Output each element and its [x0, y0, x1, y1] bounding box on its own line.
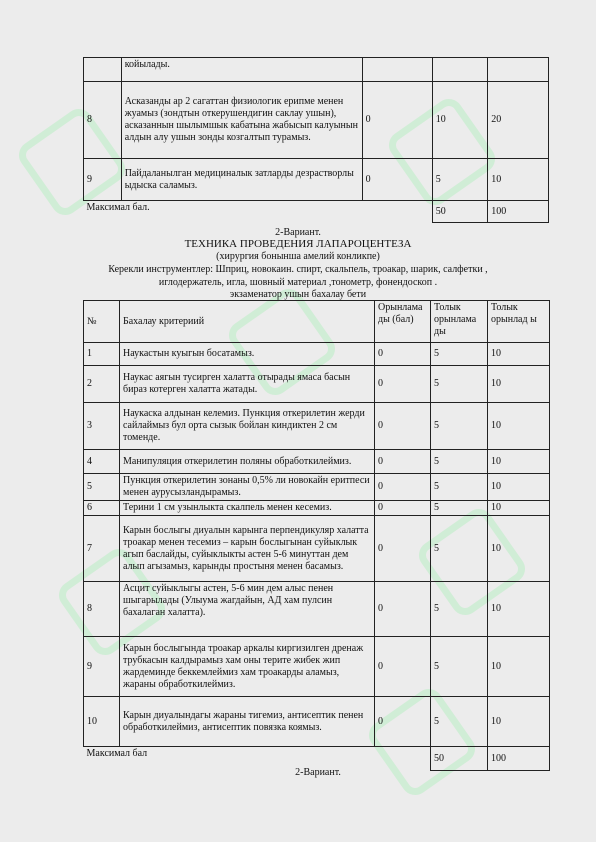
score-none: 0 [362, 82, 432, 159]
score-partial: 5 [431, 450, 488, 474]
header-score-partial: Толык орынлама ды [431, 301, 488, 343]
row-number: 7 [84, 516, 120, 582]
instruments-line-1: Керекли инструментлер: Шприц, новокаин. спирт, скальпель, троакар, шарик, салфетки , [108, 264, 488, 275]
criterion-text: Карын диуалындагы жараны тигемиз, антисептик пенен обработкилеймиз, антисептик повязка коямыз. [120, 697, 375, 747]
row-number: 3 [84, 403, 120, 450]
table-row [84, 58, 549, 82]
score-none: 0 [375, 697, 431, 747]
score-none: 0 [375, 474, 431, 501]
row-number: 6 [84, 501, 120, 516]
score-full: 10 [488, 403, 550, 450]
score-full: 10 [488, 450, 550, 474]
score-partial: 5 [432, 159, 488, 201]
score-none: 0 [375, 582, 431, 637]
row-number: 10 [84, 697, 120, 747]
criterion-text: Наукас аягын тусирген халатта отырады ямаса басын бираз котерген халатта жатады. [120, 366, 375, 403]
score-full: 10 [488, 637, 550, 697]
criterion-text: Карын бослыгы диуалын карынга перпендикуляр халатта троакар менен тесемиз – карын бослыгынан суйыклык агып баслайды, суйыклыкты астен 5-6 минуттан дем алып агызамыз, карынды простыня менен басамыз. [120, 516, 375, 582]
score-partial: 10 [432, 82, 488, 159]
table-row [84, 516, 550, 582]
table-row [84, 403, 550, 450]
criterion-text: Пайдаланылган медициналык затларды дезрастворлы ыдыска саламыз. [121, 159, 362, 201]
header-number: № [84, 301, 120, 343]
score-partial: 5 [431, 403, 488, 450]
row-number: 2 [84, 366, 120, 403]
header-criterion: Бахалау критериий [120, 301, 375, 343]
score-none: 0 [375, 343, 431, 366]
table-row [84, 450, 550, 474]
criterion-text: Асказанды ар 2 сагаттан физиологик ерипме менен жуамыз (зондтын откерушендигин саклау ушын), асказаннын шылымшык кабатына жабысып калуынын алдын алу ушын зонды козгалтып турамыз. [121, 82, 362, 159]
row-number: 9 [84, 637, 120, 697]
table-row [84, 474, 550, 501]
score-partial: 5 [431, 501, 488, 516]
score-full [488, 58, 549, 82]
score-full: 10 [488, 474, 550, 501]
score-none: 0 [375, 501, 431, 516]
header-row [84, 301, 550, 343]
total-label: Максимал бал. [84, 201, 433, 223]
criterion-text: Наукастын куыгын босатамыз. [120, 343, 375, 366]
total-row [84, 201, 549, 223]
score-none [362, 58, 432, 82]
score-full: 10 [488, 582, 550, 637]
score-partial: 5 [431, 366, 488, 403]
criterion-text: койылады. [121, 58, 362, 82]
table-row [84, 159, 549, 201]
score-partial [432, 58, 488, 82]
score-full: 20 [488, 82, 549, 159]
row-number: 1 [84, 343, 120, 366]
total-full: 100 [488, 201, 549, 223]
total-partial: 50 [431, 747, 488, 771]
score-full: 10 [488, 159, 549, 201]
total-partial: 50 [432, 201, 488, 223]
score-none: 0 [375, 637, 431, 697]
document-subtitle: (хирургия бонынша амелий конликпе) [216, 251, 380, 262]
instruments-line-2: иглодержатель, игла, шовный материал ,тонометр, фонендоскоп . [158, 277, 438, 288]
score-partial: 5 [431, 343, 488, 366]
exam-sheet-label: экзаменатор ушын бахалау бети [229, 289, 367, 300]
row-number: 9 [84, 159, 122, 201]
row-number: 4 [84, 450, 120, 474]
score-full: 10 [488, 697, 550, 747]
score-full: 10 [488, 501, 550, 516]
document-title: ТЕХНИКА ПРОВЕДЕНИЯ ЛАПАРОЦЕНТЕЗА [184, 238, 412, 250]
table-row [84, 343, 550, 366]
row-number: 5 [84, 474, 120, 501]
table-row [84, 582, 550, 637]
criterion-text: Терини 1 см узынлыкта скалпель менен кесемиз. [120, 501, 375, 516]
table-row [84, 501, 550, 516]
score-partial: 5 [431, 697, 488, 747]
variant-label: 2-Вариант. [275, 227, 321, 238]
score-none: 0 [375, 450, 431, 474]
table-row [84, 637, 550, 697]
score-partial: 5 [431, 474, 488, 501]
score-full: 10 [488, 343, 550, 366]
score-none: 0 [375, 366, 431, 403]
score-partial: 5 [431, 516, 488, 582]
criterion-text: Манипуляция откерилетин поляны обработкилеймиз. [120, 450, 375, 474]
row-number: 8 [84, 82, 122, 159]
score-partial: 5 [431, 637, 488, 697]
criterion-text: Пункция откерилетин зонаны 0,5% ли новокайн еритпеси менен аурусызландырамыз. [120, 474, 375, 501]
table-row [84, 82, 549, 159]
table-row [84, 366, 550, 403]
criterion-text: Асцит суйыклыгы астен, 5-6 мин дем алыс пенен шыгарылады (Улыума жагдайын, АД хам пулсин бахалаган халатта). [120, 582, 375, 637]
header-score-full: Толык орынлад ы [488, 301, 550, 343]
criterion-text: Карын бослыгында троакар аркалы киргизилген дренаж трубкасын калдырамыз хам оны терите жибек жип жардеминде беккемлеймиз хам троакарды аламыз, жараны обработкилеймиз. [120, 637, 375, 697]
table-row [84, 697, 550, 747]
total-label: Максимал бал [84, 747, 431, 771]
footer-variant-label: 2-Вариант. [295, 767, 341, 778]
row-number [84, 58, 122, 82]
score-none: 0 [375, 516, 431, 582]
criterion-text: Наукаска алдынан келемиз. Пункция откерилетин жерди сайлаймыз бул орта сызык бойлан киндиктен 2 см томенде. [120, 403, 375, 450]
header-score-none: Орынлама ды (бал) [375, 301, 431, 343]
score-partial: 5 [431, 582, 488, 637]
score-full: 10 [488, 366, 550, 403]
total-full: 100 [488, 747, 550, 771]
top-criteria-table [83, 57, 549, 223]
score-full: 10 [488, 516, 550, 582]
main-criteria-table [83, 300, 550, 771]
row-number: 8 [84, 582, 120, 637]
score-none: 0 [362, 159, 432, 201]
score-none: 0 [375, 403, 431, 450]
